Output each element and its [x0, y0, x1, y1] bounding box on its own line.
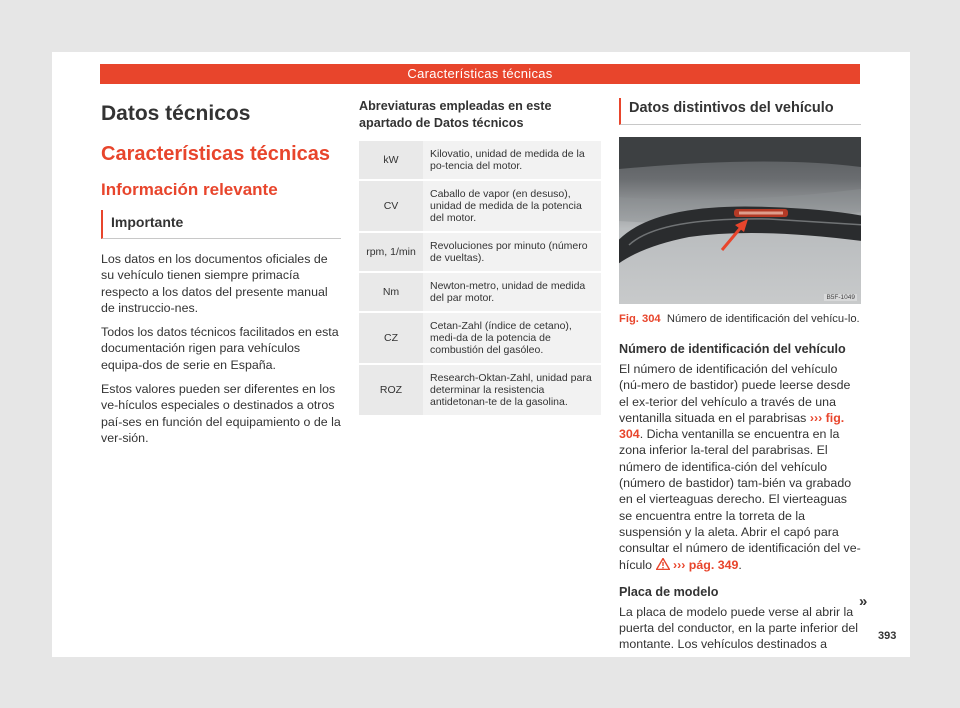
desc-cell: Research-Oktan-Zahl, unidad para determinar la resistencia antidetonan-te de la gasolina. — [423, 364, 601, 416]
windshield-figure — [619, 137, 861, 304]
vin-paragraph — [619, 361, 861, 573]
paragraph: Todos los datos técnicos facilitados en esta documentación rigen para vehículos equipa-dos de serie en España. — [101, 325, 339, 372]
figure-code: B5F-1049 — [826, 294, 855, 301]
table-row — [359, 272, 601, 312]
page-number: 393 — [878, 630, 897, 642]
abbr-cell: rpm, 1/min — [359, 232, 423, 272]
heading-datos-tecnicos: Datos técnicos — [101, 102, 251, 125]
abbr-cell: ROZ — [359, 364, 423, 416]
vin-text: . — [738, 557, 742, 572]
important-label: Importante — [101, 210, 341, 239]
desc-cell: Caballo de vapor (en desuso), unidad de medida de la potencia del motor. — [423, 180, 601, 232]
chapter-header: Características técnicas — [100, 64, 860, 84]
plate-paragraph: La placa de modelo puede verse al abrir la puerta del conductor, en la parte inferior del montante. Los vehículos destinados a — [619, 604, 859, 652]
abbr-cell: Nm — [359, 272, 423, 312]
abbr-cell: CZ — [359, 312, 423, 364]
abbr-cell: kW — [359, 141, 423, 180]
table-row — [359, 232, 601, 272]
table-row — [359, 180, 601, 232]
abbr-cell: CV — [359, 180, 423, 232]
heading-caracteristicas-tecnicas: Características técnicas — [101, 143, 331, 165]
desc-cell: Kilovatio, unidad de medida de la po-tencia del motor. — [423, 141, 601, 180]
windshield-illustration — [619, 137, 861, 304]
abbreviations-table — [359, 141, 601, 417]
column-right — [619, 98, 861, 653]
figure-caption — [619, 312, 861, 326]
plate-heading: Placa de modelo — [619, 584, 719, 599]
desc-cell: Revoluciones por minuto (número de vueltas). — [423, 232, 601, 272]
vin-text: . Dicha ventanilla se encuentra en la zona inferior la-teral del parabrisas. El número de identifica-ción del vehículo (número de bastidor) tam-bién va grabado en el vierteaguas derecho. El vierteaguas se encuentra entre la torreta de la suspensión y la aleta. Abrir el capó para consultar el número de identificación del ve-hículo — [619, 427, 861, 572]
paragraph: Los datos en los documentos oficiales de su vehículo tienen siempre primacía respecto a los datos del presente manual de instruccio-nes. — [101, 252, 328, 315]
warning-triangle-icon — [656, 558, 670, 570]
table-row — [359, 364, 601, 416]
section-title: Datos distintivos del vehículo — [619, 98, 861, 125]
continue-mark: » — [859, 593, 868, 610]
figure-reference-link[interactable]: ››› fig. 304 — [619, 410, 845, 442]
table-row — [359, 312, 601, 364]
column-middle — [359, 98, 601, 417]
heading-informacion-relevante: Información relevante — [101, 180, 278, 199]
vin-text: El número de identificación del vehículo (nú-mero de bastidor) puede leerse desde el ex-terior del vehículo a través de una ventanilla situada en el parabrisas — [619, 362, 851, 425]
paragraph: Estos valores pueden ser diferentes en los ve-hículos especiales o destinados a otros paí-ses en función del equipamiento o de la ver-sión. — [101, 382, 341, 445]
abbreviations-title: Abreviaturas empleadas en este apartado de Datos técnicos — [359, 99, 552, 130]
table-row — [359, 141, 601, 180]
figure-caption-text: Número de identificación del vehícu-lo. — [666, 313, 860, 325]
vin-heading: Número de identificación del vehículo — [619, 342, 846, 356]
desc-cell: Cetan-Zahl (índice de cetano), medi-da de la potencia de combustión del gasóleo. — [423, 312, 601, 364]
figure-number: Fig. 304 — [619, 313, 661, 325]
column-left — [101, 98, 341, 446]
desc-cell: Newton-metro, unidad de medida del par motor. — [423, 272, 601, 312]
page-reference-link[interactable]: ››› pág. 349 — [672, 557, 739, 572]
